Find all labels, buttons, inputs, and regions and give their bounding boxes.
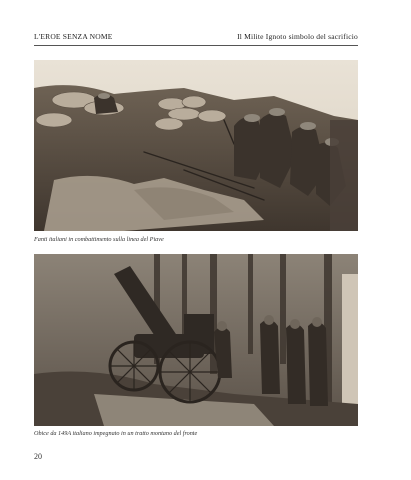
howitzer-photo-image bbox=[34, 254, 358, 426]
howitzer-photo bbox=[34, 254, 358, 426]
howitzer-photo-caption: Obice da 149A italiano impegnato in un tratto montano del fronte bbox=[34, 430, 198, 437]
trench-photo-image bbox=[34, 60, 358, 231]
page-number: 20 bbox=[34, 452, 42, 461]
running-head bbox=[34, 32, 358, 46]
header-rule bbox=[34, 45, 358, 46]
trench-photo bbox=[34, 60, 358, 231]
trench-photo-caption: Fanti italiani in combattimento sulla linea del Piave bbox=[34, 236, 164, 243]
running-head-subtitle: Il Milite Ignoto simbolo del sacrificio bbox=[237, 32, 358, 41]
running-head-title: L'EROE SENZA NOME bbox=[34, 32, 113, 41]
